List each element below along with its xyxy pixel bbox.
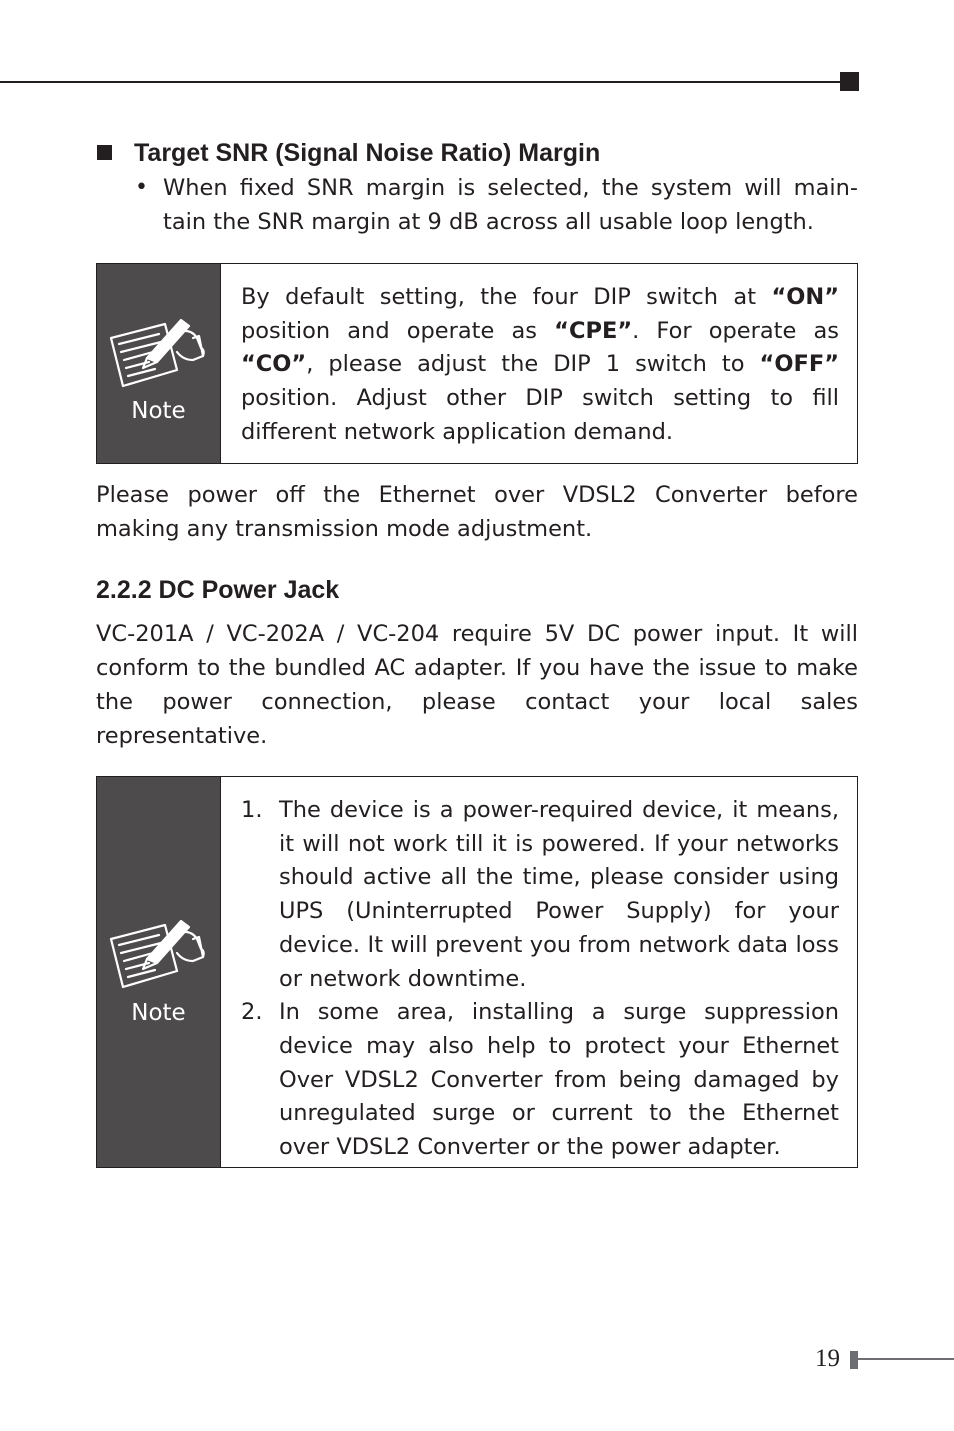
note-box-power <box>96 776 858 1168</box>
header-rule <box>0 81 845 83</box>
note-box-dip <box>96 263 858 464</box>
page-number: 19 <box>815 1345 840 1372</box>
paragraph-dc-power: VC-201A / VC-202A / VC-204 require 5V DC power input. It will conform to the bundled AC adapter. If you have the issue to make the power connection, please contact your local sales representative. <box>96 621 858 749</box>
note-list <box>241 794 839 1165</box>
note-bold-co: “CO” <box>241 351 307 378</box>
header-square-marker <box>840 72 859 91</box>
footer-marker <box>850 1351 858 1369</box>
note-list-item <box>241 996 839 1165</box>
note-label: Note <box>131 1000 186 1026</box>
note-bold-off: “OFF” <box>759 351 839 378</box>
list-item-text: The device is a power-required device, it means, it will not work till it is powered. If your networks should active all the time, please consider using UPS (Uninterrupted Power Supply) for your device. It will prevent you from network data loss or network downtime. <box>279 797 839 992</box>
footer-rule <box>858 1358 954 1360</box>
square-bullet-icon <box>97 145 112 160</box>
note-text: , please adjust the DIP 1 switch to <box>306 351 760 378</box>
note-bold-cpe: “CPE” <box>554 317 633 344</box>
list-number: 1. <box>241 797 263 823</box>
paragraph-power-off: Please power off the Ethernet over VDSL2 Converter before making any transmission mode adjustment. <box>96 482 858 542</box>
note-pen-icon <box>107 314 209 394</box>
section-heading-snr: Target SNR (Signal Noise Ratio) Margin <box>134 139 601 167</box>
note-content <box>221 777 857 1167</box>
note-list-item <box>241 794 839 996</box>
note-sidebar <box>97 777 221 1167</box>
note-text: position. Adjust other DIP switch setting to fill different network application demand. <box>241 385 839 445</box>
note-content <box>221 264 857 463</box>
note-text: By default setting, the four DIP switch at <box>241 284 772 310</box>
list-number: 2. <box>241 999 263 1026</box>
note-sidebar <box>97 264 221 463</box>
note-paragraph <box>241 281 839 450</box>
note-label: Note <box>131 398 186 424</box>
bullet-dot-icon: • <box>135 175 148 200</box>
note-pen-icon <box>107 915 209 995</box>
note-text: position and operate as <box>241 317 555 344</box>
bullet-text-snr: When fixed SNR margin is selected, the system will main- tain the SNR margin at 9 dB across all usable loop length. <box>163 175 858 235</box>
list-item-text: In some area, installing a surge suppression device may also help to protect your Ethernet Over VDSL2 Converter from being damaged by unregulated surge or current to the Ethernet over VDSL2 Converter or the power adapter. <box>279 999 839 1161</box>
note-bold-on: “ON” <box>771 284 839 310</box>
section-heading-dc-power-jack: 2.2.2 DC Power Jack <box>96 576 340 604</box>
note-text: . For operate as <box>632 317 839 344</box>
